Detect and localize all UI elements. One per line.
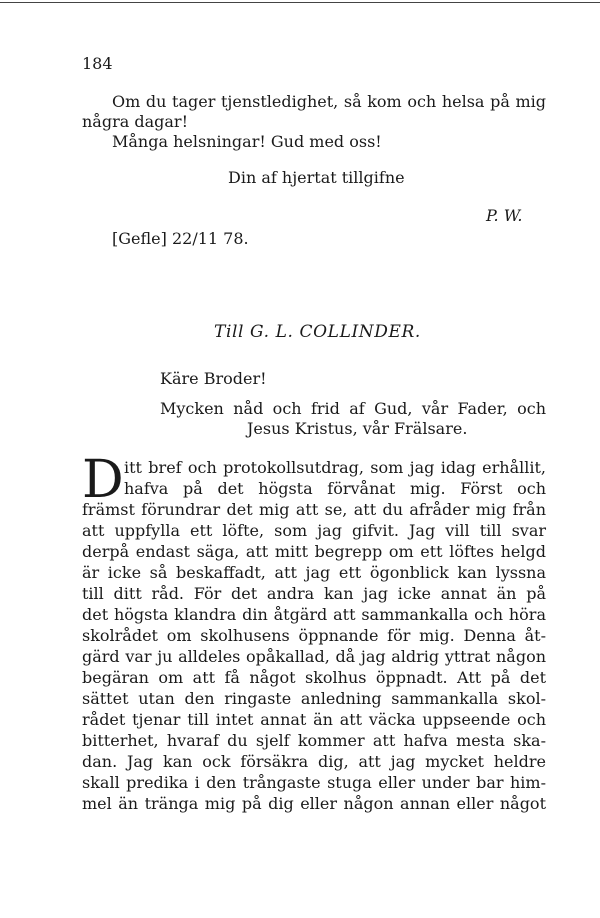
body-line-7: till ditt råd. För det andra kan jag icke annat än på — [82, 584, 546, 603]
page-top-rule — [0, 2, 600, 3]
body-line-5: derpå endast säga, att mitt begrepp om ett löftes helgd — [82, 542, 546, 561]
letter2-salutation: Käre Broder! — [160, 369, 267, 388]
letter1-closing: Din af hjertat tillgifne — [228, 168, 405, 187]
body-line-4: att uppfylla ett löfte, som jag gifvit. Jag vill till svar — [82, 521, 546, 540]
body-line-13: rådet tjenar till intet annat än att väcka uppseende och — [82, 710, 546, 729]
body-line-3: främst förundrar det mig att se, att du afråder mig från — [82, 500, 546, 519]
body-line-17: mel än tränga mig på dig eller någon annan eller något — [82, 794, 546, 813]
letter2-greeting-line-2: Jesus Kristus, vår Frälsare. — [247, 419, 468, 438]
letter2-greeting-line-1: Mycken nåd och frid af Gud, vår Fader, och — [160, 399, 546, 418]
letter1-line-2: några dagar! — [82, 112, 188, 131]
body-line-15: dan. Jag kan ock försäkra dig, att jag mycket heldre — [82, 752, 546, 771]
letter1-signature: P. W. — [486, 206, 523, 225]
body-line-2: hafva på det högsta förvånat mig. Först och — [124, 479, 546, 498]
body-line-16: skall predika i den trångaste stuga eller under bar him- — [82, 773, 546, 792]
body-line-6: är icke så beskaffadt, att jag ett ögonblick kan lyssna — [82, 563, 546, 582]
body-line-11: begäran om att få något skolhus öppnadt. Att på det — [82, 668, 546, 687]
letter1-line-1: Om du tager tjenstledighet, så kom och helsa på mig — [112, 92, 546, 111]
letter1-line-3: Många helsningar! Gud med oss! — [112, 132, 382, 151]
body-line-10: gärd var ju alldeles opåkallad, då jag aldrig yttrat någon — [82, 647, 546, 666]
page-number: 184 — [82, 54, 113, 73]
body-line-9: skolrådet om skolhusens öppnande för mig. Denna åt- — [82, 626, 546, 645]
body-line-8: det högsta klandra din åtgärd att sammankalla och höra — [82, 605, 546, 624]
letter2-heading: Till G. L. COLLINDER. — [214, 322, 421, 342]
body-line-1: itt bref och protokollsutdrag, som jag idag erhållit, — [124, 458, 546, 477]
body-line-12: sättet utan den ringaste anledning sammankalla skol- — [82, 689, 546, 708]
letter1-place-date: [Gefle] 22/11 78. — [112, 229, 249, 248]
drop-cap: D — [82, 450, 124, 510]
body-line-14: bitterhet, hvaraf du sjelf kommer att hafva mesta ska- — [82, 731, 546, 750]
